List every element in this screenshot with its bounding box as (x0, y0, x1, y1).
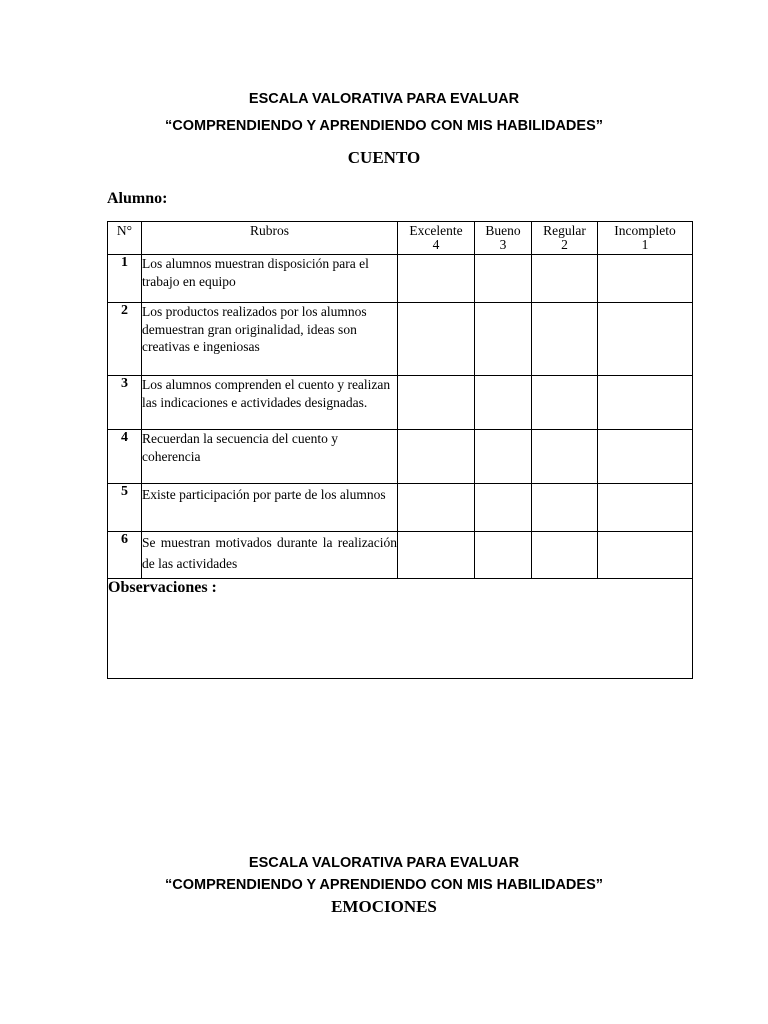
score-cell-regular[interactable] (532, 430, 598, 484)
header-excelente-label: Excelente (409, 223, 463, 238)
section-heading: CUENTO (347, 148, 421, 167)
second-section-heading: EMOCIONES (331, 897, 437, 916)
row-number: 3 (108, 376, 142, 430)
header-rubros: Rubros (142, 222, 398, 255)
score-cell-bueno[interactable] (475, 376, 532, 430)
score-cell-bueno[interactable] (475, 430, 532, 484)
student-label: Alumno: (107, 190, 168, 207)
score-cell-regular[interactable] (532, 484, 598, 532)
criterion-text: Los alumnos muestran disposición para el trabajo en equipo (142, 255, 398, 303)
row-number: 4 (108, 430, 142, 484)
criterion-text: Recuerdan la secuencia del cuento y coherencia (142, 430, 398, 484)
score-cell-incompleto[interactable] (598, 255, 693, 303)
score-cell-regular[interactable] (532, 255, 598, 303)
row-number: 2 (108, 303, 142, 376)
score-cell-bueno[interactable] (475, 484, 532, 532)
header-bueno-label: Bueno (485, 223, 521, 238)
score-cell-excelente[interactable] (398, 430, 475, 484)
header-row (108, 222, 693, 255)
score-cell-incompleto[interactable] (598, 532, 693, 579)
header-number: N° (108, 222, 142, 255)
header-regular (532, 222, 598, 255)
score-cell-excelente[interactable] (398, 376, 475, 430)
criterion-text: Existe participación por parte de los alumnos (142, 484, 398, 532)
score-cell-excelente[interactable] (398, 255, 475, 303)
row-number: 5 (108, 484, 142, 532)
score-cell-bueno[interactable] (475, 532, 532, 579)
header-excelente (398, 222, 475, 255)
header-regular-score: 2 (561, 237, 568, 252)
score-cell-bueno[interactable] (475, 303, 532, 376)
table-row (108, 532, 693, 579)
score-cell-excelente[interactable] (398, 532, 475, 579)
criterion-text: Los alumnos comprenden el cuento y realizan las indicaciones e actividades designadas. (142, 376, 398, 430)
table-row (108, 484, 693, 532)
score-cell-regular[interactable] (532, 532, 598, 579)
row-number: 6 (108, 532, 142, 579)
criterion-text: Los productos realizados por los alumnos demuestran gran originalidad, ideas son creativas e ingeniosas (142, 303, 398, 376)
score-cell-regular[interactable] (532, 303, 598, 376)
score-cell-regular[interactable] (532, 376, 598, 430)
second-document-subtitle: “COMPRENDIENDO Y APRENDIENDO CON MIS HABILIDADES” (165, 877, 603, 893)
table-row (108, 376, 693, 430)
header-incompleto-score: 1 (641, 237, 649, 252)
header-incompleto (598, 222, 693, 255)
header-bueno-score: 3 (499, 237, 507, 252)
table-row (108, 255, 693, 303)
score-cell-incompleto[interactable] (598, 430, 693, 484)
criterion-text: Se muestran motivados durante la realización de las actividades (142, 532, 398, 579)
score-cell-incompleto[interactable] (598, 484, 693, 532)
row-number: 1 (108, 255, 142, 303)
header-excelente-score: 4 (432, 237, 440, 252)
header-bueno (475, 222, 532, 255)
header-incompleto-label: Incompleto (614, 223, 676, 238)
observations-field[interactable] (108, 579, 693, 679)
document-title: ESCALA VALORATIVA PARA EVALUAR (248, 91, 520, 107)
score-cell-bueno[interactable] (475, 255, 532, 303)
document-subtitle: “COMPRENDIENDO Y APRENDIENDO CON MIS HABILIDADES” (165, 118, 603, 134)
observations-label: Observaciones : (108, 579, 217, 596)
observations-row (108, 579, 693, 679)
table-row (108, 303, 693, 376)
score-cell-incompleto[interactable] (598, 303, 693, 376)
score-cell-excelente[interactable] (398, 303, 475, 376)
header-regular-label: Regular (543, 223, 586, 238)
table-row (108, 430, 693, 484)
score-cell-excelente[interactable] (398, 484, 475, 532)
evaluation-table (107, 221, 693, 679)
score-cell-incompleto[interactable] (598, 376, 693, 430)
second-document-title: ESCALA VALORATIVA PARA EVALUAR (248, 855, 520, 871)
